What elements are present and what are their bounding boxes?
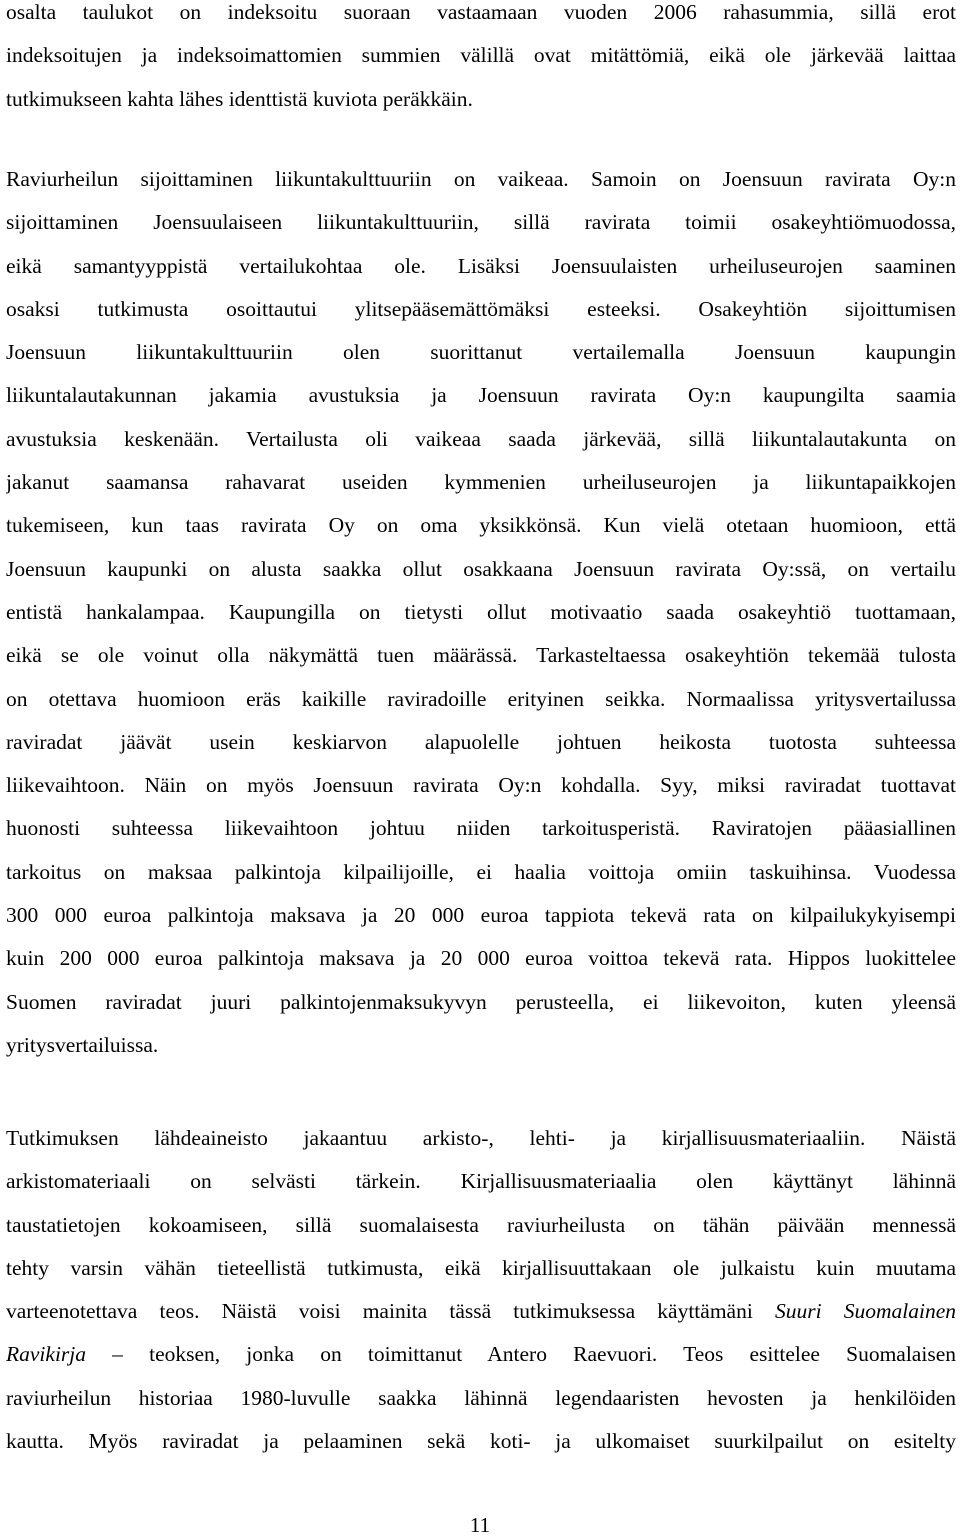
text-line: Tutkimuksen lähdeaineisto jakaantuu arkisto-, lehti- ja kirjallisuusmateriaaliin. Näistä bbox=[6, 1126, 956, 1150]
text-line: Joensuun liikuntakulttuuriin olen suorittanut vertailemalla Joensuun kaupungin bbox=[6, 340, 956, 365]
text-line: tehty varsin vähän tieteellistä tutkimusta, eikä kirjallisuuttakaan ole julkaistu kuin muutama bbox=[6, 1255, 956, 1280]
text-line-with-title bbox=[6, 1290, 956, 1333]
text-segment: – teoksen, jonka on toimittanut Antero Raevuori. Teos esittelee Suomalaisen bbox=[86, 1342, 956, 1367]
paragraph-1 bbox=[6, 0, 956, 121]
text-line: tukemiseen, kun taas ravirata Oy on oma yksikkönsä. Kun vielä otetaan huomioon, että bbox=[6, 513, 956, 538]
paragraph-3 bbox=[6, 1117, 956, 1463]
text-line: huonosti suhteessa liikevaihtoon johtuu niiden tarkoitusperistä. Raviratojen pääasiallinen bbox=[6, 816, 956, 841]
text-line: tutkimukseen kahta lähes identtistä kuviota peräkkäin. bbox=[6, 86, 473, 111]
text-line: on otettava huomioon eräs kaikille raviradoille erityinen seikka. Normaalissa yritysvertailussa bbox=[6, 686, 956, 711]
text-line: 300 000 euroa palkintoja maksava ja 20 000 euroa tappiota tekevä rata on kilpailukykyisempi bbox=[6, 903, 956, 928]
text-line: taustatietojen kokoamiseen, sillä suomalaisesta raviurheilusta on tähän päivään mennessä bbox=[6, 1212, 956, 1237]
book-title-part-1: Suuri Suomalainen bbox=[774, 1299, 956, 1324]
text-line: eikä samantyyppistä vertailukohtaa ole. Lisäksi Joensuulaisten urheiluseurojen saaminen bbox=[6, 253, 956, 278]
text-line: tarkoitus on maksaa palkintoja kilpailijoille, ei haalia voittoja omiin taskuihinsa. Vuodessa bbox=[6, 859, 956, 884]
text-line: arkistomateriaali on selvästi tärkein. Kirjallisuusmateriaalia olen käyttänyt lähinnä bbox=[6, 1169, 956, 1194]
text-segment: varteenotettava teos. Näistä voisi mainita tässä tutkimuksessa käyttämäni bbox=[6, 1299, 753, 1324]
text-line: liikuntalautakunnan jakamia avustuksia ja Joensuun ravirata Oy:n kaupungilta saamia bbox=[6, 383, 956, 408]
text-line: Suomen raviradat juuri palkintojenmaksukyvyn perusteella, ei liikevoiton, kuten yleensä bbox=[6, 989, 956, 1014]
text-line: indeksoitujen ja indeksoimattomien summien välillä ovat mitättömiä, eikä ole järkevää laittaa bbox=[6, 43, 956, 68]
text-line: osalta taulukot on indeksoitu suoraan vastaamaan vuoden 2006 rahasummia, sillä erot bbox=[6, 0, 956, 24]
text-line: sijoittaminen Joensuulaiseen liikuntakulttuuriin, sillä ravirata toimii osakeyhtiömuodossa, bbox=[6, 210, 956, 235]
text-line: eikä se ole voinut olla näkymättä tuen määrässä. Tarkasteltaessa osakeyhtiön tekemää tulosta bbox=[6, 643, 956, 668]
text-line: kautta. Myös raviradat ja pelaaminen sekä koti- ja ulkomaiset suurkilpailut on esitelty bbox=[6, 1429, 956, 1454]
page-number: 11 bbox=[469, 1513, 491, 1537]
text-line-with-title bbox=[6, 1333, 956, 1376]
text-line: entistä hankalampaa. Kaupungilla on tietysti ollut motivaatio saada osakeyhtiö tuottamaan, bbox=[6, 599, 956, 624]
text-line: Joensuun kaupunki on alusta saakka ollut osakkaana Joensuun ravirata Oy:ssä, on vertailu bbox=[6, 556, 956, 581]
text-line: Raviurheilun sijoittaminen liikuntakulttuuriin on vaikeaa. Samoin on Joensuun ravirata Oy:n bbox=[6, 167, 956, 191]
text-line: raviurheilun historiaa 1980-luvulle saakka lähinnä legendaaristen hevosten ja henkilöiden bbox=[6, 1385, 956, 1410]
text-line: liikevaihtoon. Näin on myös Joensuun ravirata Oy:n kohdalla. Syy, miksi raviradat tuottavat bbox=[6, 773, 956, 798]
text-line: raviradat jäävät usein keskiarvon alapuolelle johtuen heikosta tuotosta suhteessa bbox=[6, 729, 956, 754]
text-line: yritysvertailuissa. bbox=[6, 1032, 159, 1057]
text-line: kuin 200 000 euroa palkintoja maksava ja 20 000 euroa voittoa tekevä rata. Hippos luokittelee bbox=[6, 946, 956, 971]
book-title-part-2: Ravikirja bbox=[6, 1342, 87, 1367]
paragraph-2 bbox=[6, 158, 956, 1067]
text-line: jakanut saamansa rahavarat useiden kymmenien urheiluseurojen ja liikuntapaikkojen bbox=[6, 470, 956, 495]
text-line: osaksi tutkimusta osoittautui ylitsepääsemättömäksi esteeksi. Osakeyhtiön sijoittumisen bbox=[6, 296, 956, 321]
text-line: avustuksia keskenään. Vertailusta oli vaikeaa saada järkevää, sillä liikuntalautakunta on bbox=[6, 426, 956, 451]
